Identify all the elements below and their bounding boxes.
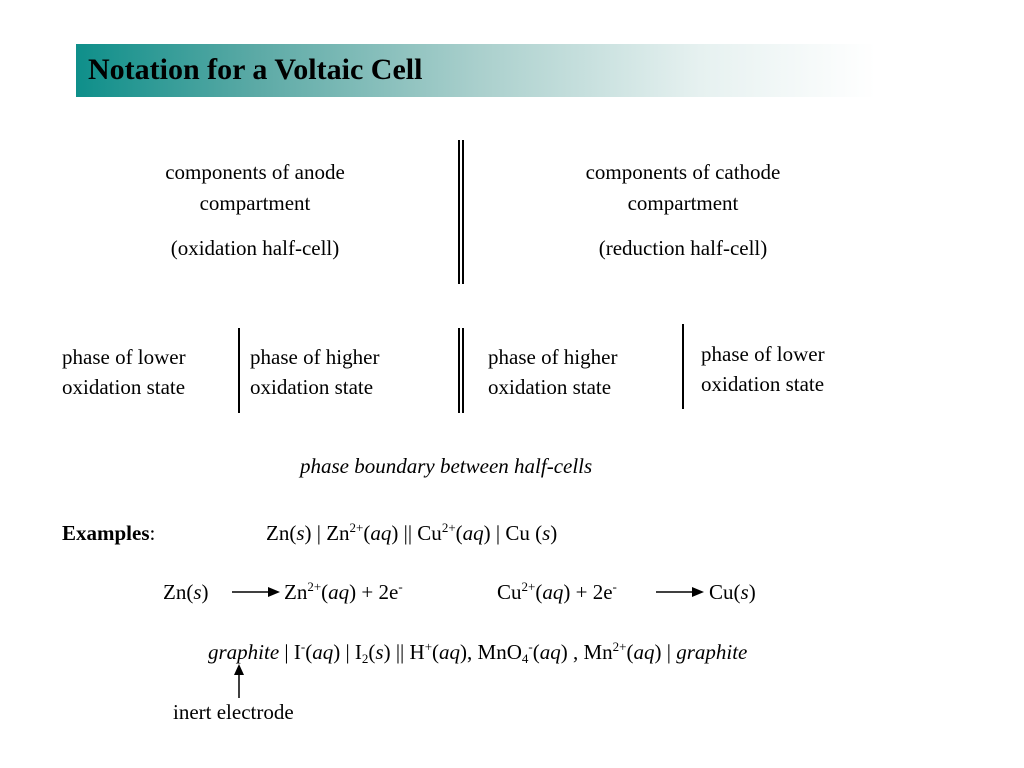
cell1-part: (	[455, 521, 463, 545]
cell2-sub: 2	[361, 651, 369, 666]
phase2-line1: phase of higher	[250, 345, 380, 369]
salt-bridge-line-bottom-left	[458, 328, 460, 413]
cell2-electrode-left: graphite	[208, 640, 280, 664]
cell1-part: s	[296, 521, 305, 545]
examples-label-text: Examples	[62, 521, 150, 545]
cell2-sub: 4	[521, 651, 529, 666]
examples-label	[62, 519, 155, 547]
half1-sup: 2+	[307, 579, 322, 594]
half2-part: s	[740, 580, 749, 604]
cell1-part: Zn(	[266, 521, 297, 545]
cell1-sup: 2+	[349, 520, 364, 535]
phase1-line1: phase of lower	[62, 345, 186, 369]
cell2-electrode-right: graphite	[676, 640, 748, 664]
cell2-part: s	[375, 640, 384, 664]
phase-boundary-line-anode	[238, 328, 240, 413]
cell1-sup: 2+	[441, 520, 456, 535]
cell2-part: aq	[539, 640, 561, 664]
half-reaction-cu-reactant	[497, 578, 617, 606]
cell1-part: aq	[462, 521, 484, 545]
cell-notation-graphite	[208, 638, 747, 666]
half1-part: s	[193, 580, 202, 604]
arrow-up-icon	[232, 664, 246, 700]
cathode-label-line3: (reduction half-cell)	[598, 236, 768, 260]
cell2-part: ) | I	[333, 640, 362, 664]
cell2-sup: 2+	[612, 639, 627, 654]
cell1-part: aq	[370, 521, 392, 545]
half2-part: (	[535, 580, 543, 604]
half2-part: aq	[542, 580, 564, 604]
cell2-part: aq	[312, 640, 334, 664]
anode-label-line1: components of anode	[165, 160, 345, 184]
cell2-part: ) |	[654, 640, 677, 664]
half2-part: )	[748, 580, 756, 604]
arrow-right-icon	[656, 584, 704, 600]
cell-notation-zn-cu	[266, 519, 557, 547]
half-reaction-cu-product	[709, 578, 756, 606]
cell2-part: (	[432, 640, 440, 664]
page-title: Notation for a Voltaic Cell	[88, 53, 423, 86]
cell2-part: (	[626, 640, 634, 664]
half-reaction-zn-reactant	[163, 578, 209, 606]
examples-colon: :	[149, 521, 156, 545]
half2-part: ) + 2e	[563, 580, 613, 604]
cell2-sup: -	[300, 639, 306, 654]
cell2-part: ) || H	[383, 640, 425, 664]
half1-part: Zn	[284, 580, 308, 604]
salt-bridge-line-top-left	[458, 140, 460, 284]
cell2-sup: +	[424, 639, 433, 654]
cell1-part: ) | Cu (	[483, 521, 543, 545]
phase1-line2: oxidation state	[62, 375, 186, 399]
phase-boundary-line-cathode	[682, 324, 684, 409]
cell1-part: (	[363, 521, 371, 545]
half1-sup: -	[398, 579, 403, 594]
salt-bridge-line-bottom-right	[462, 328, 464, 413]
cell2-part: ), MnO	[460, 640, 522, 664]
phase3-line1: phase of higher	[488, 345, 618, 369]
phase4-line2: oxidation state	[701, 372, 825, 396]
cathode-label-line1: components of cathode	[585, 160, 781, 184]
cell2-sup: -	[528, 639, 533, 654]
cell1-part: ) || Cu	[391, 521, 442, 545]
half2-part: Cu(	[709, 580, 741, 604]
cell2-part: ) , Mn	[560, 640, 613, 664]
half2-part: Cu	[497, 580, 522, 604]
cell1-part: ) | Zn	[304, 521, 350, 545]
cell1-part: s	[542, 521, 551, 545]
arrow-right-icon	[232, 584, 280, 600]
half1-part: aq	[328, 580, 350, 604]
anode-label-line2: compartment	[199, 191, 311, 215]
phase3-line2: oxidation state	[488, 375, 612, 399]
half2-sup: -	[612, 579, 617, 594]
boundary-label: phase boundary between half-cells	[300, 454, 593, 478]
cell2-part: (	[305, 640, 313, 664]
cathode-label-line2: compartment	[627, 191, 739, 215]
anode-label-line3: (oxidation half-cell)	[170, 236, 340, 260]
phase4-line1: phase of lower	[701, 342, 825, 366]
cell2-part: aq	[633, 640, 655, 664]
phase2-line2: oxidation state	[250, 375, 374, 399]
cell2-part: | I	[279, 640, 301, 664]
half1-part: Zn(	[163, 580, 194, 604]
cell2-part: (	[532, 640, 540, 664]
salt-bridge-line-top-right	[462, 140, 464, 284]
half2-sup: 2+	[521, 579, 536, 594]
cell2-part: (	[368, 640, 376, 664]
half-reaction-zn-product	[284, 578, 403, 606]
half1-part: )	[201, 580, 209, 604]
half1-part: (	[321, 580, 329, 604]
half1-part: ) + 2e	[349, 580, 399, 604]
cell1-part: )	[550, 521, 558, 545]
inert-electrode-label: inert electrode	[173, 700, 294, 724]
cell2-part: aq	[439, 640, 461, 664]
